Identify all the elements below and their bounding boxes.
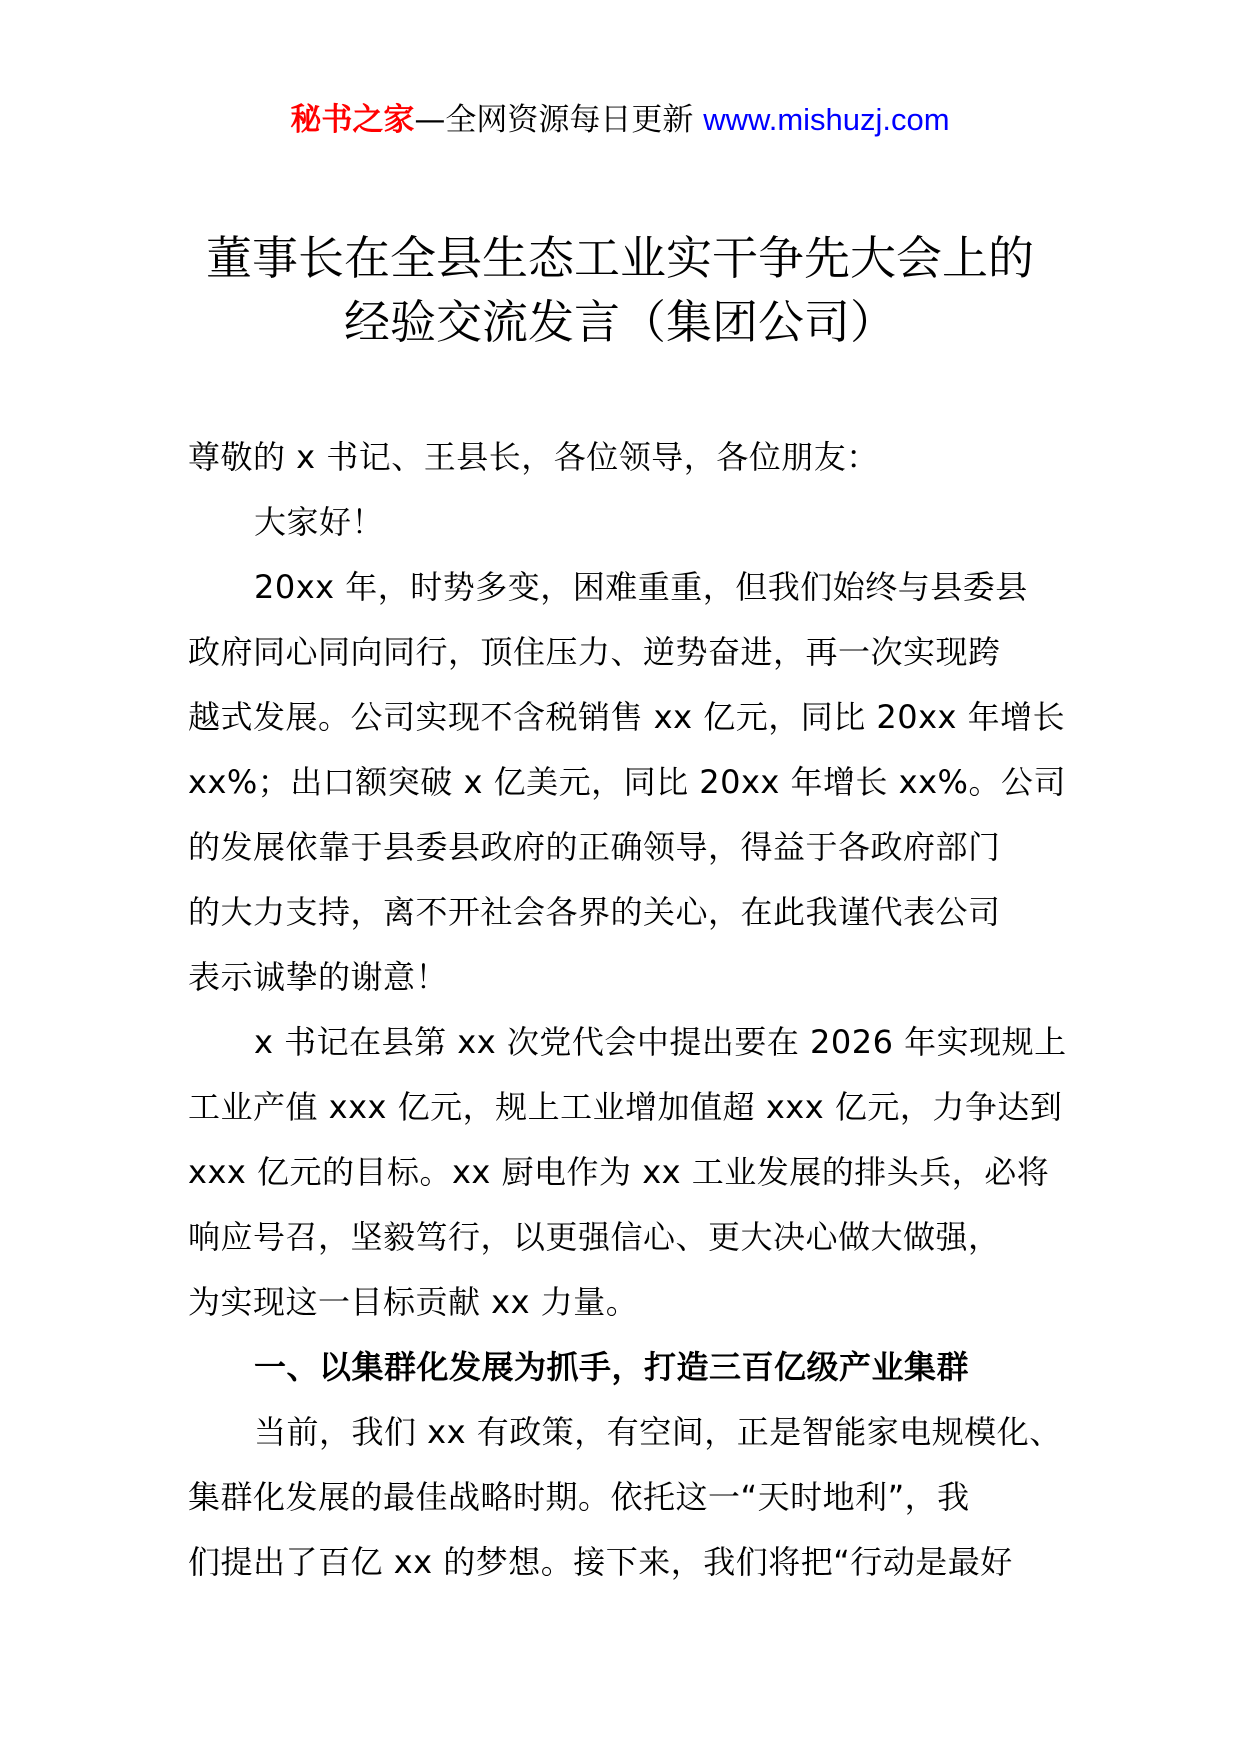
paragraph-2-line: 工业产值 xxx 亿元，规上工业增加值超 xxx 亿元，力争达到 [188,1088,1063,1126]
paragraph-1-line: 越式发展。公司实现不含税销售 xx 亿元，同比 20xx 年增长 [188,698,1066,736]
title-line-1: 董事长在全县生态工业实干争先大会上的 [206,231,1034,285]
paragraph-1-line: 的大力支持，离不开社会各界的关心，在此我谨代表公司 [188,893,1001,931]
header-tagline: —全网资源每日更新 [414,102,704,138]
paragraph-3-line: 集群化发展的最佳战略时期。依托这一“天时地利”，我 [188,1478,970,1516]
paragraph-2-line: x 书记在县第 xx 次党代会中提出要在 2026 年实现规上 [254,1023,1067,1061]
paragraph-1-line: 的发展依靠于县委县政府的正确领导，得益于各政府部门 [188,828,1001,866]
paragraph-3-line: 当前，我们 xx 有政策，有空间，正是智能家电规模化、 [254,1413,1062,1451]
greeting: 大家好！ [254,503,385,541]
paragraph-1-line: 20xx 年，时势多变，困难重重，但我们始终与县委县 [254,568,1028,606]
site-header [0,100,1240,140]
paragraph-1-line: 政府同心同向同行，顶住压力、逆势奋进，再一次实现跨 [188,633,1001,671]
title-line-2: 经验交流发言（集团公司） [344,295,896,349]
brand-name: 秘书之家 [290,102,415,138]
document-body [188,425,1068,1595]
paragraph-2-line: xxx 亿元的目标。xx 厨电作为 xx 工业发展的排头兵，必将 [188,1153,1050,1191]
paragraph-2-line: 为实现这一目标贡献 xx 力量。 [188,1283,639,1321]
section-heading-1: 一、以集群化发展为抓手，打造三百亿级产业集群 [254,1348,970,1386]
paragraph-2-line: 响应号召，坚毅笃行，以更强信心、更大决心做大做强， [188,1218,1001,1256]
paragraph-1-line: 表示诚挚的谢意！ [188,958,449,996]
site-url-link[interactable]: www.mishuzj.com [703,102,950,137]
paragraph-1-line: xx%；出口额突破 x 亿美元，同比 20xx 年增长 xx%。公司 [188,763,1066,801]
salutation: 尊敬的 x 书记、王县长，各位领导，各位朋友： [188,438,879,476]
document-title [0,226,1240,354]
paragraph-3-line: 们提出了百亿 xx 的梦想。接下来，我们将把“行动是最好 [188,1543,1013,1581]
